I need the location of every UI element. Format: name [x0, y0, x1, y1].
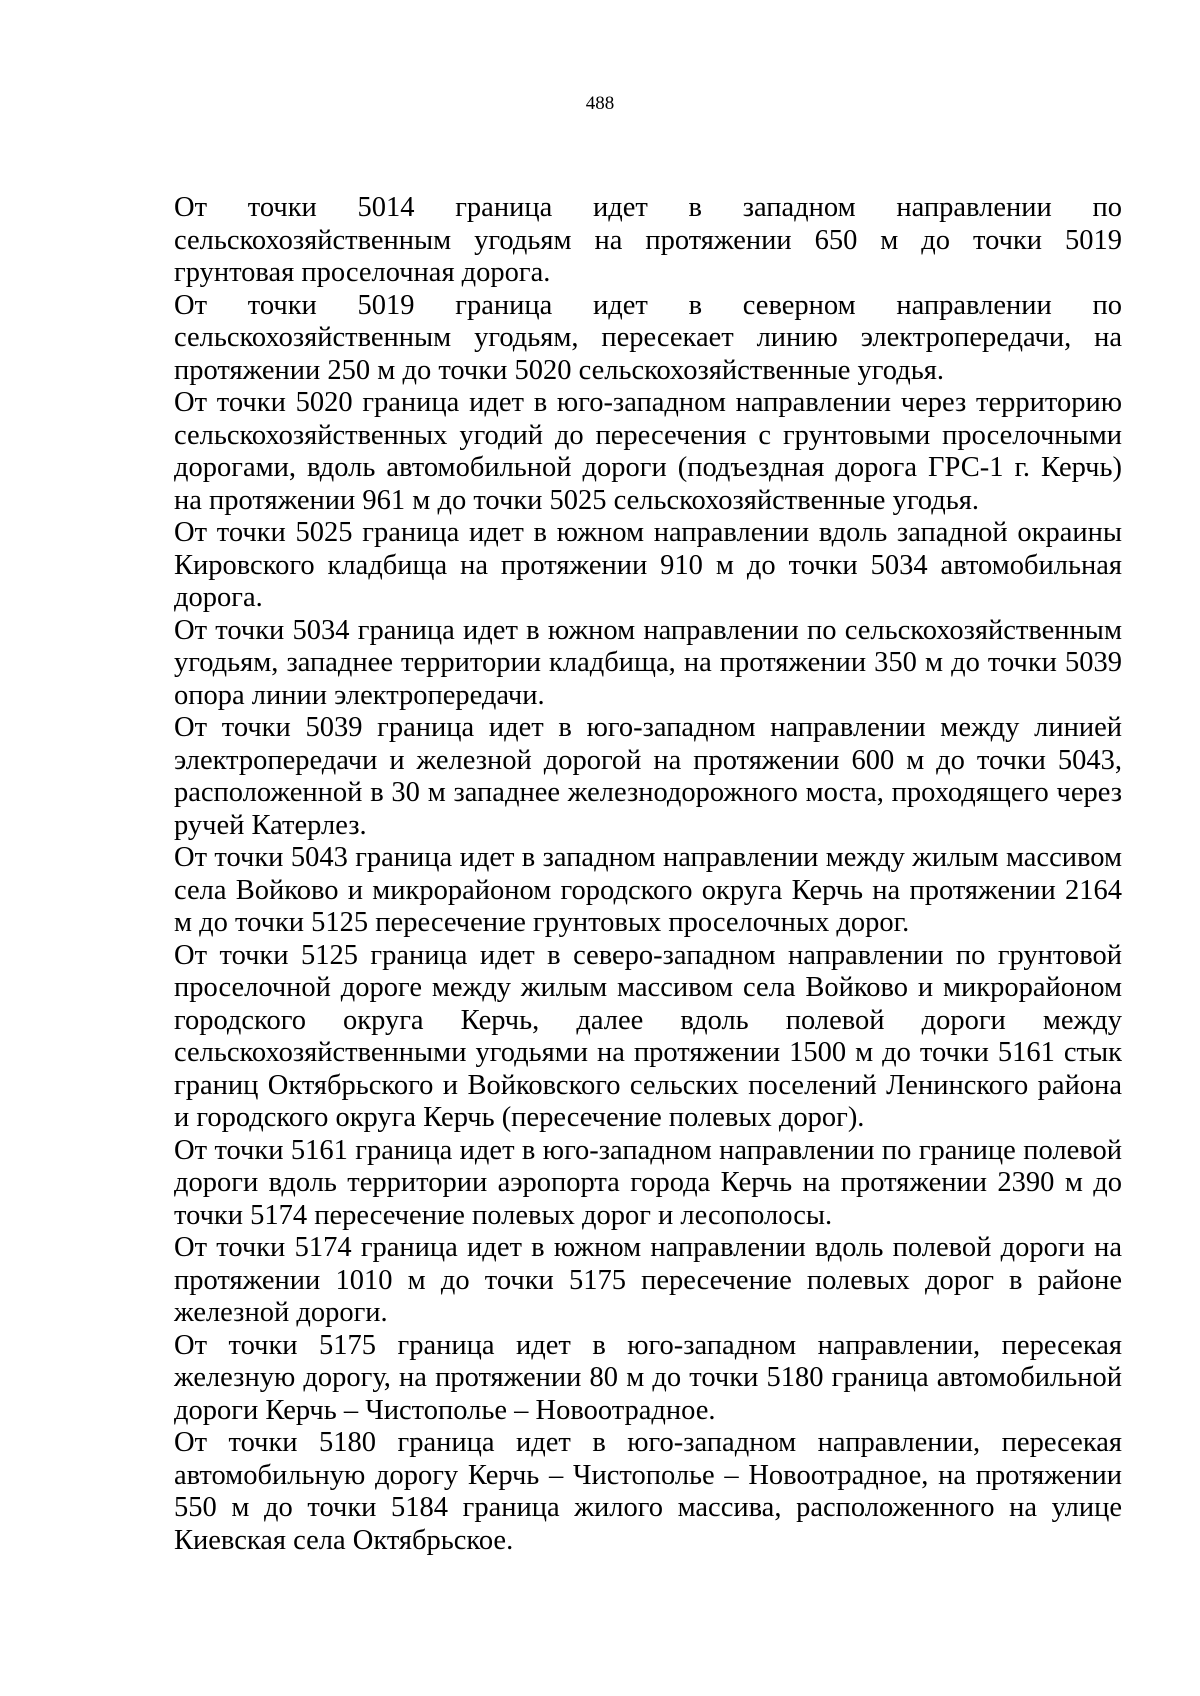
- paragraph: От точки 5174 граница идет в южном направлении вдоль полевой дороги на протяжении 1010 м до точки 5175 пересечение полевых дорог в районе железной дороги.: [174, 1232, 1122, 1328]
- paragraph: От точки 5125 граница идет в северо-западном направлении по грунтовой проселочной дороге между жилым массивом села Войково и микрорайоном городского округа Керчь, далее вдоль полевой дороги между сельскохозяйственными угодьями на протяжении 1500 м до точки 5161 стык границ Октябрьского и Войковского сельских поселений Ленинского района и городского округа Керчь (пересечение полевых дорог).: [174, 939, 1122, 1133]
- paragraph: От точки 5025 граница идет в южном направлении вдоль западной окраины Кировского кладбища на протяжении 910 м до точки 5034 автомобильная дорога.: [174, 517, 1122, 613]
- paragraph: От точки 5020 граница идет в юго-западном направлении через территорию сельскохозяйственных угодий до пересечения с грунтовыми проселочными дорогами, вдоль автомобильной дороги (подъездная дорога ГРС-1 г. Керчь) на протяжении 961 м до точки 5025 сельскохозяйственные угодья.: [174, 387, 1122, 516]
- paragraph: От точки 5043 граница идет в западном направлении между жилым массивом села Войково и микрорайоном городского округа Керчь на протяжении 2164 м до точки 5125 пересечение грунтовых проселочных дорог.: [174, 842, 1122, 938]
- paragraph: От точки 5180 граница идет в юго-западном направлении, пересекая автомобильную дорогу Керчь – Чистополье – Новоотрадное, на протяжении 550 м до точки 5184 граница жилого массива, расположенного на улице Киевская села Октябрьское.: [174, 1427, 1122, 1556]
- page-number: 488: [585, 93, 615, 114]
- paragraph: От точки 5019 граница идет в северном направлении по сельскохозяйственным угодьям, пересекает линию электропередачи, на протяжении 250 м до точки 5020 сельскохозяйственные угодья.: [174, 289, 1122, 386]
- paragraph: От точки 5175 граница идет в юго-западном направлении, пересекая железную дорогу, на протяжении 80 м до точки 5180 граница автомобильной дороги Керчь – Чистополье – Новоотрадное.: [174, 1329, 1122, 1426]
- paragraph: От точки 5161 граница идет в юго-западном направлении по границе полевой дороги вдоль территории аэропорта города Керчь на протяжении 2390 м до точки 5174 пересечение полевых дорог и лесополосы.: [174, 1134, 1122, 1231]
- paragraph: От точки 5014 граница идет в западном направлении по сельскохозяйственным угодьям на протяжении 650 м до точки 5019 грунтовая проселочная дорога.: [174, 192, 1122, 288]
- paragraph: От точки 5034 граница идет в южном направлении по сельскохозяйственным угодьям, западнее территории кладбища, на протяжении 350 м до точки 5039 опора линии электропередачи.: [174, 614, 1122, 711]
- document-body: [174, 192, 1122, 1557]
- paragraph: От точки 5039 граница идет в юго-западном направлении между линией электропередачи и железной дорогой на протяжении 600 м до точки 5043, расположенной в 30 м западнее железнодорожного моста, проходящего через ручей Катерлез.: [174, 712, 1122, 841]
